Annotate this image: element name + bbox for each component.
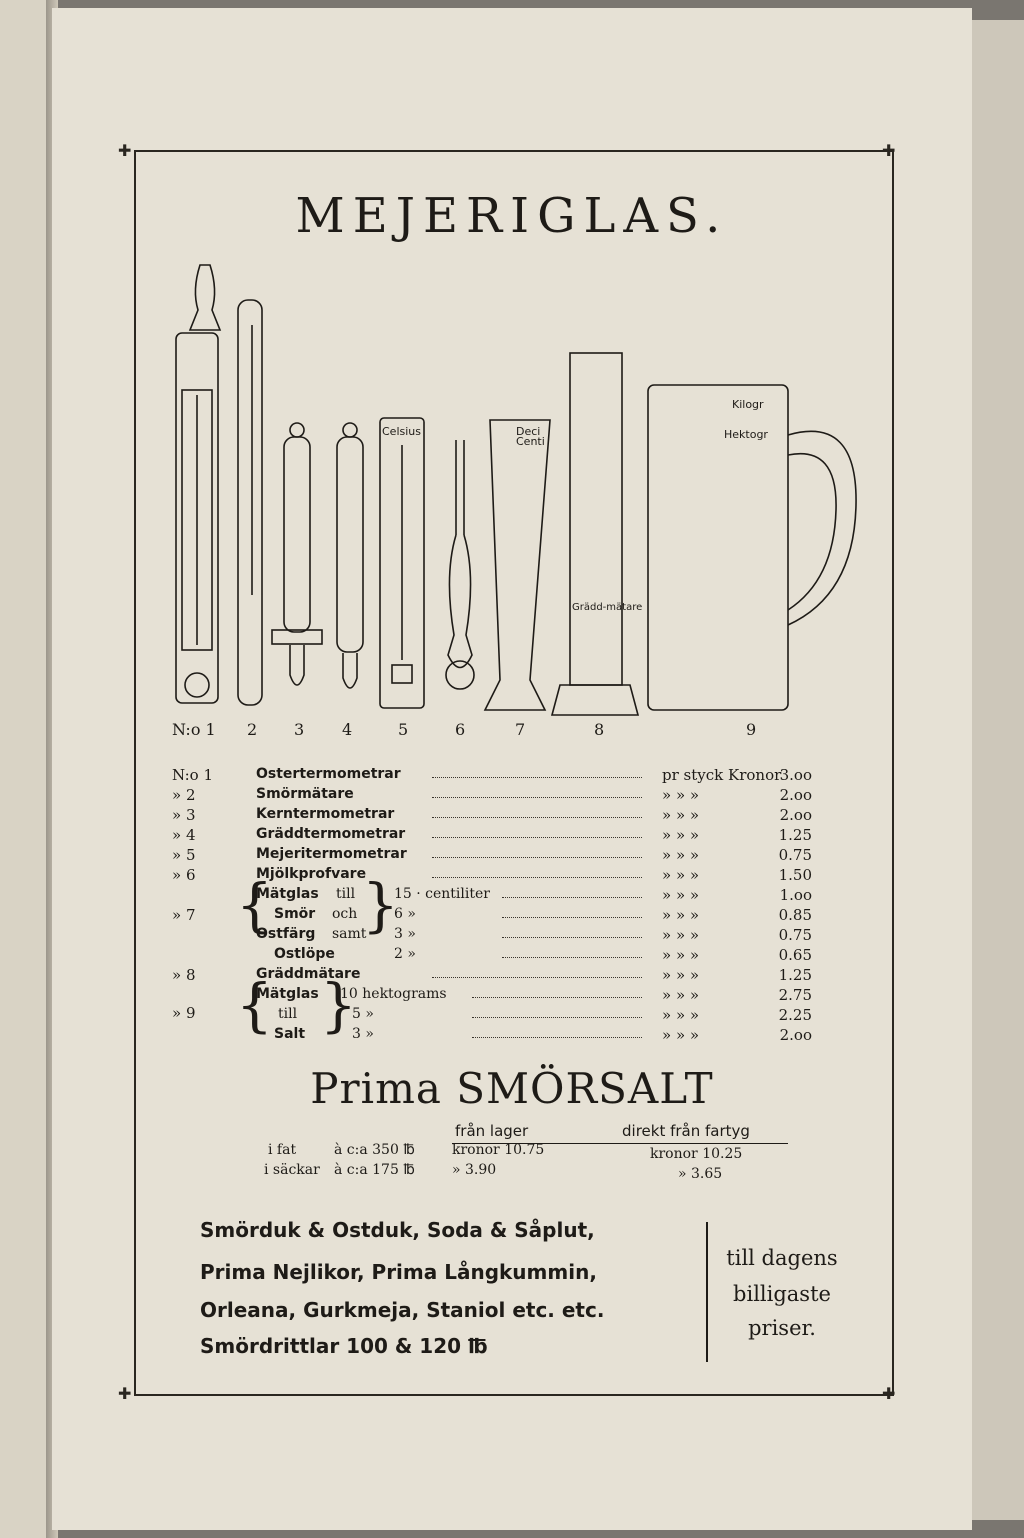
from-stock-header: från lager	[455, 1122, 529, 1140]
item-price: 1.50	[778, 866, 812, 884]
price-row	[172, 1006, 852, 1026]
smorsalt-heading: Prima SMÖRSALT	[310, 1064, 714, 1113]
kern-thermometer-figure	[272, 423, 322, 685]
item-number: » 3	[172, 806, 196, 824]
goods-line: Prima Nejlikor, Prima Långkummin,	[200, 1260, 597, 1284]
item-name: Ostertermometrar	[256, 766, 401, 782]
graddmatare-figure	[552, 353, 638, 715]
smormatare-figure	[238, 300, 262, 705]
item-number: » 7	[172, 906, 196, 924]
leader-dots	[502, 937, 642, 938]
salt-row-stock-price: kronor 10.75	[452, 1142, 545, 1158]
price-row	[172, 906, 852, 926]
price-row	[172, 886, 852, 906]
price-row	[172, 786, 852, 806]
item-name: Salt	[274, 1026, 306, 1042]
frame-ornament-icon: ✚	[882, 141, 896, 160]
salt-row-quantity: à c:a 350 ℔	[334, 1142, 415, 1158]
item-price: 2.25	[778, 1006, 812, 1024]
price-row	[172, 986, 852, 1006]
right-brace: }	[320, 971, 357, 1039]
item-price: 0.65	[778, 946, 812, 964]
salt-row-label: i fat	[268, 1142, 297, 1158]
salt-row-stock-price: » 3.90	[452, 1162, 497, 1178]
mjolkprofvare-figure	[446, 440, 474, 689]
frame-ornament-icon: ✚	[882, 1384, 896, 1403]
leader-dots	[432, 837, 642, 838]
item-unit: » » »	[662, 906, 700, 924]
item-name: Ostlöpe	[274, 946, 335, 962]
item-name: Mätglas	[256, 986, 319, 1002]
item-price: 2.75	[778, 986, 812, 1004]
item-name: Smör	[274, 906, 316, 922]
item-unit: pr styck Kronor	[662, 766, 782, 784]
leader-dots	[502, 917, 642, 918]
figure-number: 5	[398, 720, 409, 739]
deci-label: Deci	[516, 425, 541, 438]
price-row	[172, 846, 852, 866]
matglas-centiliter-figure	[485, 420, 550, 710]
item-number: » 4	[172, 826, 196, 844]
figure-number: 8	[594, 720, 605, 739]
leader-dots	[432, 777, 642, 778]
item-quantity: 2 »	[394, 946, 416, 962]
item-unit: » » »	[662, 886, 700, 904]
item-unit: » » »	[662, 826, 700, 844]
graddmatare-label: Grädd-mätare	[572, 602, 643, 613]
item-unit: » » »	[662, 966, 700, 984]
price-row	[172, 806, 852, 826]
leader-dots	[472, 997, 642, 998]
note-line: billigaste	[733, 1282, 831, 1306]
item-name: Smörmätare	[256, 786, 354, 802]
item-price: 2.oo	[779, 1026, 812, 1044]
frame-ornament-icon: ✚	[118, 1384, 132, 1403]
leader-dots	[432, 977, 642, 978]
leader-dots	[432, 797, 642, 798]
item-name: Gräddtermometrar	[256, 826, 406, 842]
item-name: Gräddmätare	[256, 966, 361, 982]
centi-label: Centi	[516, 435, 545, 448]
item-number: N:o 1	[172, 766, 213, 784]
price-row	[172, 766, 852, 786]
leader-dots	[472, 1017, 642, 1018]
item-unit: » » »	[662, 1026, 700, 1044]
item-number: » 2	[172, 786, 196, 804]
item-price: 1.25	[778, 966, 812, 984]
figure-number: 9	[746, 720, 757, 739]
item-price: 0.85	[778, 906, 812, 924]
figure-number: N:o 1	[172, 720, 216, 739]
item-join: samt	[332, 926, 367, 942]
mejeri-thermometer-figure	[380, 418, 424, 708]
figure-number: 3	[294, 720, 305, 739]
frame-ornament-icon: ✚	[118, 141, 132, 160]
price-row	[172, 946, 852, 966]
item-name: Mätglas	[256, 886, 319, 902]
price-row	[172, 866, 852, 886]
note-line: priser.	[748, 1316, 816, 1340]
item-price: 2.oo	[779, 806, 812, 824]
item-name: Mjölkprofvare	[256, 866, 367, 882]
item-unit: » » »	[662, 1006, 700, 1024]
item-quantity: 6 »	[394, 906, 416, 922]
gradd-thermometer-figure	[337, 423, 363, 688]
leader-dots	[502, 897, 642, 898]
price-row	[172, 926, 852, 946]
item-name: Mejeritermometrar	[256, 846, 407, 862]
kilogr-label: Kilogr	[732, 398, 764, 411]
page-title: MEJERIGLAS.	[295, 188, 729, 244]
figure-number: 6	[455, 720, 466, 739]
item-price: 0.75	[778, 926, 812, 944]
item-price: 1.25	[778, 826, 812, 844]
item-quantity: 3 »	[394, 926, 416, 942]
goods-line: Smördrittlar 100 & 120 ℔	[200, 1334, 488, 1358]
item-unit: » » »	[662, 866, 700, 884]
item-unit: » » »	[662, 926, 700, 944]
left-brace: {	[236, 971, 273, 1039]
item-unit: » » »	[662, 946, 700, 964]
leader-dots	[432, 857, 642, 858]
item-price: 0.75	[778, 846, 812, 864]
item-name: till	[278, 1006, 298, 1022]
salt-row-quantity: à c:a 175 ℔	[334, 1162, 415, 1178]
item-quantity: 10 hektograms	[340, 986, 447, 1002]
right-page-edge	[972, 20, 1024, 1520]
figure-number: 2	[247, 720, 258, 739]
hektogr-label: Hektogr	[724, 428, 768, 441]
item-quantity: 5 »	[352, 1006, 374, 1022]
right-brace	[698, 1222, 708, 1362]
figure-number: 4	[342, 720, 353, 739]
leader-dots	[472, 1037, 642, 1038]
note-line: till dagens	[726, 1246, 838, 1270]
price-row	[172, 1026, 852, 1046]
item-unit: » » »	[662, 986, 700, 1004]
item-price: 2.oo	[779, 786, 812, 804]
goods-line: Smörduk & Ostduk, Soda & Såplut,	[200, 1218, 595, 1242]
right-brace: }	[362, 871, 399, 939]
item-number: » 8	[172, 966, 196, 984]
item-number: » 6	[172, 866, 196, 884]
item-quantity: 15 · centiliter	[394, 886, 490, 902]
salt-row-label: i säckar	[264, 1162, 320, 1178]
price-row	[172, 826, 852, 846]
item-price: 1.oo	[779, 886, 812, 904]
item-unit: » » »	[662, 846, 700, 864]
leader-dots	[432, 817, 642, 818]
ost-thermometer-figure	[176, 265, 220, 703]
item-price: 3.oo	[779, 766, 812, 784]
figure-number: 7	[515, 720, 526, 739]
price-row	[172, 966, 852, 986]
item-join: och	[332, 906, 358, 922]
item-quantity: 3 »	[352, 1026, 374, 1042]
leader-dots	[432, 877, 642, 878]
item-unit: » » »	[662, 806, 700, 824]
item-unit: » » »	[662, 786, 700, 804]
celsius-label: Celsius	[382, 425, 421, 438]
leader-dots	[502, 957, 642, 958]
left-brace: {	[236, 871, 273, 939]
salt-row-ship-price: » 3.65	[678, 1166, 723, 1182]
item-name: Ostfärg	[256, 926, 316, 942]
item-join: till	[336, 886, 356, 902]
glassware-illustration	[160, 245, 860, 745]
direct-ship-header: direkt från fartyg	[622, 1122, 750, 1140]
goods-line: Orleana, Gurkmeja, Staniol etc. etc.	[200, 1298, 605, 1322]
salt-row-ship-price: kronor 10.25	[650, 1146, 743, 1162]
item-number: » 5	[172, 846, 196, 864]
item-name: Kerntermometrar	[256, 806, 395, 822]
item-number: » 9	[172, 1004, 196, 1022]
